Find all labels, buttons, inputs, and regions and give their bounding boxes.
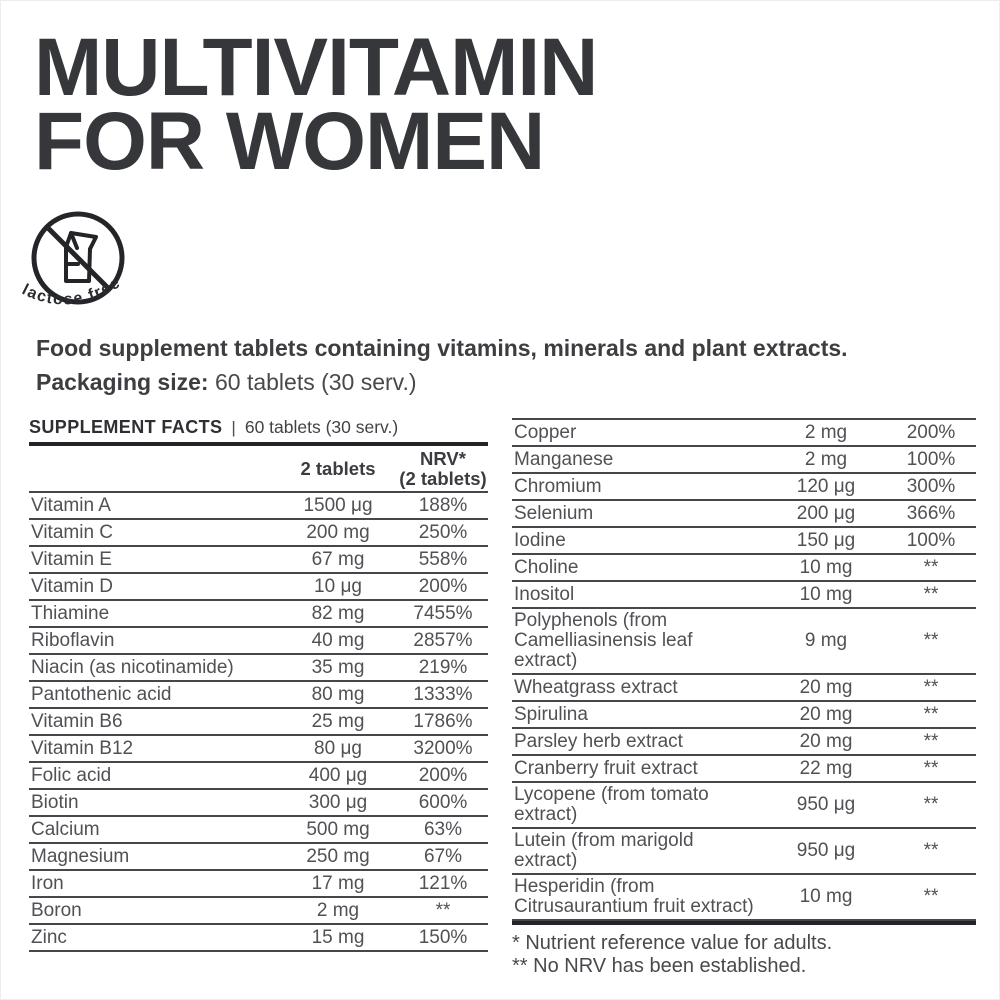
ingredient-amount: 200 mg: [306, 521, 370, 543]
ingredient-amount: 10 mg: [799, 556, 853, 578]
column-headers: [29, 446, 488, 493]
column-header-nrv-line2: (2 tablets): [399, 467, 487, 489]
table-row: [512, 756, 976, 783]
ingredient-name: Boron: [31, 899, 82, 921]
ingredient-name: Manganese: [514, 448, 614, 470]
ingredient-nrv: 558%: [418, 548, 468, 570]
table-row: [512, 555, 976, 582]
column-header-amount: 2 tablets: [300, 457, 376, 479]
ingredient-amount: 950 μg: [796, 794, 856, 815]
facts-header-separator: |: [231, 418, 236, 437]
ingredient-nrv: 100%: [906, 448, 956, 470]
facts-header: [29, 414, 488, 446]
footnote-no-nrv: ** No NRV has been established.: [512, 955, 807, 977]
ingredient-amount: 40 mg: [311, 629, 365, 651]
ingredient-amount: 25 mg: [311, 710, 365, 732]
ingredient-nrv: 200%: [906, 421, 956, 443]
ingredient-amount: 950 μg: [796, 840, 856, 861]
table-row: [512, 474, 976, 501]
ingredient-name: Vitamin A: [31, 494, 111, 516]
ingredient-amount: 80 μg: [314, 737, 362, 759]
ingredient-nrv: 1333%: [413, 683, 473, 705]
ingredient-name: Thiamine: [31, 602, 110, 624]
facts-table-left: [29, 414, 488, 978]
ingredient-nrv: 219%: [418, 656, 468, 678]
ingredient-amount: 35 mg: [311, 656, 365, 678]
product-description: [36, 331, 848, 399]
ingredient-nrv: **: [923, 676, 939, 698]
table-row: [29, 655, 488, 682]
ingredient-nrv: **: [923, 583, 939, 605]
description-line: Food supplement tablets containing vitamins, minerals and plant extracts.: [36, 335, 848, 361]
ingredient-nrv: 366%: [906, 502, 956, 524]
table-row: [512, 528, 976, 555]
ingredient-name: Calcium: [31, 818, 100, 840]
table-row: [512, 875, 976, 921]
table-row: [29, 601, 488, 628]
page-title: [34, 22, 598, 187]
ingredient-name: Zinc: [31, 926, 67, 948]
ingredient-nrv: 188%: [418, 494, 468, 516]
ingredient-amount: 17 mg: [311, 872, 365, 894]
ingredient-amount: 300 μg: [308, 791, 368, 813]
ingredient-nrv: 300%: [906, 475, 956, 497]
ingredient-name: Riboflavin: [31, 629, 115, 651]
ingredient-nrv: 3200%: [413, 737, 473, 759]
ingredient-name: Lutein (from marigold extract): [514, 830, 694, 871]
table-row: [512, 783, 976, 829]
ingredient-amount: 15 mg: [311, 926, 365, 948]
ingredient-nrv: **: [923, 556, 939, 578]
table-row: [29, 898, 488, 925]
ingredient-amount: 150 μg: [796, 529, 856, 551]
table-row: [512, 420, 976, 447]
table-bottom-rule: [512, 921, 976, 925]
ingredient-amount: 2 mg: [804, 421, 848, 443]
ingredient-nrv: 121%: [418, 872, 468, 894]
table-row: [29, 493, 488, 520]
ingredient-name: Biotin: [31, 791, 79, 813]
table-row: [512, 447, 976, 474]
facts-rows-left: [29, 493, 488, 952]
ingredient-name: Hesperidin (from Citrusaurantium fruit extract): [514, 876, 754, 917]
ingredient-nrv: **: [923, 730, 939, 752]
page-title-line1: MULTIVITAMIN: [34, 22, 598, 113]
table-row: [29, 871, 488, 898]
table-row: [29, 682, 488, 709]
table-row: [512, 729, 976, 756]
ingredient-nrv: 67%: [423, 845, 463, 867]
table-row: [512, 829, 976, 875]
ingredient-amount: 22 mg: [799, 757, 853, 779]
table-row: [512, 582, 976, 609]
ingredient-amount: 500 mg: [306, 818, 370, 840]
ingredient-name: Parsley herb extract: [514, 730, 683, 752]
ingredient-amount: 20 mg: [799, 703, 853, 725]
table-row: [29, 520, 488, 547]
ingredient-amount: 80 mg: [311, 683, 365, 705]
packaging-size-value: 60 tablets (30 serv.): [214, 369, 417, 395]
ingredient-name: Lycopene (from tomato extract): [514, 784, 709, 825]
ingredient-nrv: 150%: [418, 926, 468, 948]
ingredient-amount: 9 mg: [804, 630, 848, 651]
table-row: [29, 709, 488, 736]
ingredient-amount: 400 μg: [308, 764, 368, 786]
ingredient-amount: 120 μg: [796, 475, 856, 497]
ingredient-nrv: 100%: [906, 529, 956, 551]
ingredient-name: Choline: [514, 556, 579, 578]
ingredient-nrv: **: [923, 757, 939, 779]
ingredient-name: Pantothenic acid: [31, 683, 172, 705]
facts-header-subtitle: 60 tablets (30 serv.): [244, 417, 399, 437]
ingredient-name: Magnesium: [31, 845, 130, 867]
ingredient-name: Spirulina: [514, 703, 588, 725]
ingredient-name: Wheatgrass extract: [514, 676, 678, 698]
ingredient-name: Iodine: [514, 529, 566, 551]
ingredient-nrv: 1786%: [413, 710, 473, 732]
ingredient-name: Chromium: [514, 475, 602, 497]
table-row: [29, 547, 488, 574]
table-row: [512, 609, 976, 675]
table-row: [29, 790, 488, 817]
ingredient-amount: 2 mg: [316, 899, 360, 921]
ingredient-nrv: **: [923, 794, 939, 815]
page-title-line2: FOR WOMEN: [34, 96, 545, 187]
facts-table-right: [512, 418, 976, 978]
column-header-nrv-line1: NRV*: [420, 447, 466, 469]
ingredient-name: Vitamin B12: [31, 737, 134, 759]
table-row: [29, 736, 488, 763]
ingredient-nrv: 63%: [423, 818, 463, 840]
ingredient-nrv: 200%: [418, 575, 468, 597]
table-row: [29, 574, 488, 601]
ingredient-name: Polyphenols (from Camelliasinensis leaf extract): [514, 610, 693, 671]
ingredient-name: Copper: [514, 421, 577, 443]
ingredient-name: Vitamin B6: [31, 710, 123, 732]
ingredient-name: Inositol: [514, 583, 575, 605]
table-row: [29, 817, 488, 844]
ingredient-amount: 82 mg: [311, 602, 365, 624]
lactose-free-icon: [19, 205, 179, 337]
table-row: [512, 675, 976, 702]
footnote-nrv: * Nutrient reference value for adults.: [512, 932, 833, 954]
ingredient-amount: 2 mg: [804, 448, 848, 470]
ingredient-amount: 20 mg: [799, 730, 853, 752]
footnotes: [512, 932, 976, 978]
ingredient-nrv: **: [435, 899, 451, 921]
ingredient-nrv: **: [923, 703, 939, 725]
lactose-free-label: lactose free: [19, 274, 125, 309]
table-row: [29, 763, 488, 790]
ingredient-name: Vitamin E: [31, 548, 112, 570]
ingredient-nrv: 250%: [418, 521, 468, 543]
packaging-size-label: Packaging size:: [36, 369, 209, 395]
ingredient-amount: 67 mg: [311, 548, 365, 570]
ingredient-amount: 200 μg: [796, 502, 856, 524]
ingredient-name: Iron: [31, 872, 64, 894]
ingredient-amount: 10 mg: [799, 886, 853, 907]
ingredient-nrv: 2857%: [413, 629, 473, 651]
table-row: [512, 702, 976, 729]
ingredient-amount: 20 mg: [799, 676, 853, 698]
ingredient-amount: 250 mg: [306, 845, 370, 867]
facts-header-title: SUPPLEMENT FACTS: [29, 417, 223, 437]
lactose-free-badge: [19, 205, 179, 342]
ingredient-nrv: **: [923, 840, 939, 861]
facts-rows-right: [512, 420, 976, 921]
table-row: [29, 844, 488, 871]
ingredient-amount: 10 μg: [314, 575, 362, 597]
ingredient-amount: 10 mg: [799, 583, 853, 605]
ingredient-nrv: 600%: [418, 791, 468, 813]
ingredient-nrv: **: [923, 630, 939, 651]
column-header-nrv: [398, 449, 488, 489]
supplement-facts-tables: [29, 414, 976, 978]
ingredient-nrv: 200%: [418, 764, 468, 786]
ingredient-nrv: **: [923, 886, 939, 907]
table-row: [29, 925, 488, 952]
table-row: [29, 628, 488, 655]
table-row: [512, 501, 976, 528]
ingredient-name: Vitamin D: [31, 575, 114, 597]
ingredient-name: Niacin (as nicotinamide): [31, 656, 234, 678]
ingredient-amount: 1500 μg: [303, 494, 373, 516]
ingredient-name: Selenium: [514, 502, 594, 524]
ingredient-name: Folic acid: [31, 764, 112, 786]
ingredient-nrv: 7455%: [413, 602, 473, 624]
ingredient-name: Vitamin C: [31, 521, 114, 543]
ingredient-name: Cranberry fruit extract: [514, 757, 698, 779]
